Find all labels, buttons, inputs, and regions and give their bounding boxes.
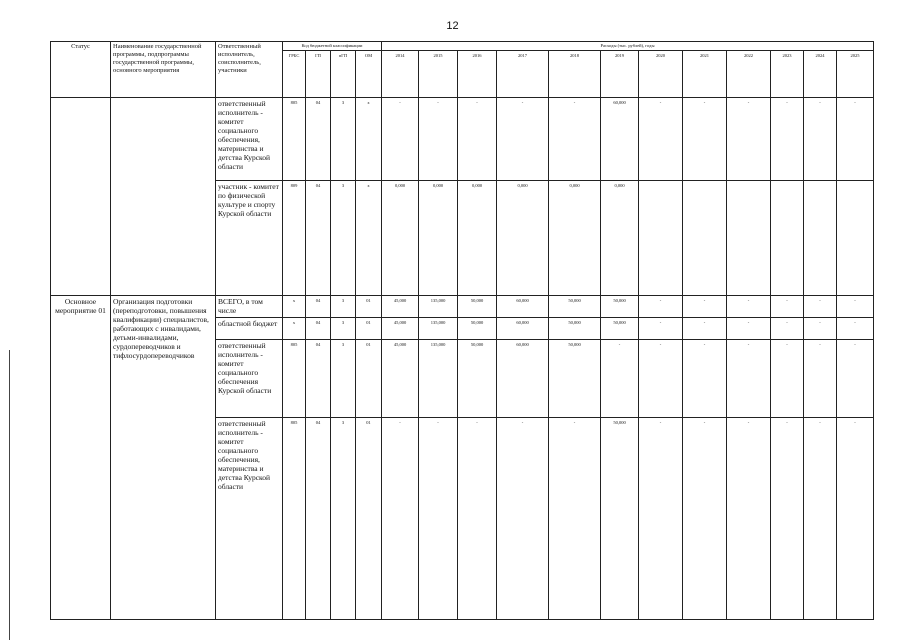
value-cell: -	[497, 418, 549, 620]
value-cell: 60,000	[497, 340, 549, 418]
value-cell: 0,000	[419, 181, 458, 296]
code-cell: 3	[331, 418, 356, 620]
code-cell: х	[283, 296, 306, 318]
code-cell: 805	[283, 98, 306, 181]
code-cell: 805	[283, 418, 306, 620]
header-name: Наименование государственной программы, подпрограммы государственной программы, основного мероприятия	[111, 42, 216, 98]
value-cell: -	[382, 98, 419, 181]
table-row	[51, 98, 874, 181]
value-cell: -	[683, 418, 727, 620]
code-cell: 04	[306, 318, 331, 340]
code-cell: 04	[306, 340, 331, 418]
value-cell: 0,000	[497, 181, 549, 296]
year-header: 2023	[771, 51, 804, 98]
value-cell: 60,000	[497, 296, 549, 318]
status-cell	[51, 98, 111, 296]
value-cell: 50,000	[458, 296, 497, 318]
value-cell: -	[771, 418, 804, 620]
header-budget-code: Код бюджетной классификации	[283, 42, 382, 51]
value-cell: 60,000	[497, 318, 549, 340]
margin-line	[9, 350, 10, 640]
value-cell: 45,000	[382, 296, 419, 318]
value-cell: -	[771, 340, 804, 418]
code-header: ОМ	[356, 51, 382, 98]
code-header: пГП	[331, 51, 356, 98]
year-header: 2025	[837, 51, 874, 98]
value-cell	[771, 181, 804, 296]
code-cell: 04	[306, 418, 331, 620]
code-cell: 01	[356, 340, 382, 418]
value-cell: -	[639, 98, 683, 181]
code-cell: 01	[356, 318, 382, 340]
code-cell: х	[356, 98, 382, 181]
value-cell: -	[639, 296, 683, 318]
executor-cell: ответственный исполнитель - комитет социального обеспечения, материнства и детства Курской области	[216, 98, 283, 181]
value-cell: 135,000	[419, 318, 458, 340]
year-header: 2017	[497, 51, 549, 98]
executor-cell: областной бюджет	[216, 318, 283, 340]
value-cell: 50,000	[458, 340, 497, 418]
value-cell	[804, 181, 837, 296]
code-cell: 01	[356, 418, 382, 620]
executor-cell: ответственный исполнитель - комитет социального обеспечения, материнства и детства Курской области	[216, 418, 283, 620]
value-cell: -	[727, 296, 771, 318]
executor-cell: ВСЕГО, в том числе	[216, 296, 283, 318]
value-cell: -	[837, 418, 874, 620]
value-cell: -	[549, 418, 601, 620]
year-header: 2020	[639, 51, 683, 98]
year-header: 2014	[382, 51, 419, 98]
value-cell: -	[804, 318, 837, 340]
code-cell: х	[283, 318, 306, 340]
value-cell: -	[727, 418, 771, 620]
value-cell: 45,000	[382, 340, 419, 418]
value-cell: 50,000	[601, 418, 639, 620]
value-cell: 0,000	[601, 181, 639, 296]
executor-cell: участник - комитет по физической культуре и спорту Курской области	[216, 181, 283, 296]
value-cell: 0,000	[549, 181, 601, 296]
value-cell: -	[771, 318, 804, 340]
code-cell: 3	[331, 181, 356, 296]
program-table	[50, 41, 874, 620]
code-cell: х	[356, 181, 382, 296]
value-cell: 50,000	[549, 296, 601, 318]
value-cell: -	[771, 98, 804, 181]
code-cell: 04	[306, 181, 331, 296]
value-cell: 50,000	[549, 340, 601, 418]
value-cell	[727, 181, 771, 296]
code-cell: 3	[331, 318, 356, 340]
value-cell: -	[639, 318, 683, 340]
value-cell: -	[382, 418, 419, 620]
header-executor: Ответственный исполнитель, соисполнитель, участники	[216, 42, 283, 98]
code-cell: 3	[331, 296, 356, 318]
value-cell	[837, 181, 874, 296]
value-cell: -	[804, 296, 837, 318]
code-cell: 04	[306, 296, 331, 318]
value-cell: -	[419, 418, 458, 620]
header-status: Статус	[51, 42, 111, 98]
year-header: 2016	[458, 51, 497, 98]
header-expenses: Расходы (тыс. рублей), годы	[382, 42, 874, 51]
value-cell: -	[419, 98, 458, 181]
value-cell: 60,000	[601, 98, 639, 181]
value-cell: -	[837, 340, 874, 418]
value-cell: -	[683, 98, 727, 181]
value-cell: -	[727, 318, 771, 340]
code-header: ГП	[306, 51, 331, 98]
value-cell: 135,000	[419, 340, 458, 418]
name-cell: Организация подготовки (переподготовки, повышения квалификации) специалистов, работающих с инвалидами, детьми-инвалидами, сурдопереводчиков и тифлосурдопереводчиков	[111, 296, 216, 620]
year-header: 2018	[549, 51, 601, 98]
value-cell: -	[727, 98, 771, 181]
value-cell: -	[549, 98, 601, 181]
code-cell: 3	[331, 98, 356, 181]
value-cell: -	[804, 418, 837, 620]
value-cell: 135,000	[419, 296, 458, 318]
code-cell: 04	[306, 98, 331, 181]
code-header: ГРБС	[283, 51, 306, 98]
executor-cell: ответственный исполнитель - комитет социального обеспечения Курской области	[216, 340, 283, 418]
value-cell: 0,000	[382, 181, 419, 296]
value-cell: 50,000	[601, 296, 639, 318]
value-cell: 50,000	[458, 318, 497, 340]
name-cell	[111, 98, 216, 296]
value-cell: -	[639, 340, 683, 418]
year-header: 2019	[601, 51, 639, 98]
value-cell: -	[837, 98, 874, 181]
year-header: 2015	[419, 51, 458, 98]
value-cell: -	[683, 296, 727, 318]
value-cell: 50,000	[549, 318, 601, 340]
code-cell: 3	[331, 340, 356, 418]
value-cell	[683, 181, 727, 296]
page-number: 12	[446, 20, 459, 32]
value-cell: -	[771, 296, 804, 318]
code-cell: 805	[283, 340, 306, 418]
value-cell	[639, 181, 683, 296]
value-cell: -	[804, 98, 837, 181]
year-header: 2022	[727, 51, 771, 98]
value-cell: -	[458, 418, 497, 620]
value-cell: 0,000	[458, 181, 497, 296]
table-row	[51, 296, 874, 318]
year-header: 2024	[804, 51, 837, 98]
value-cell: 50,000	[601, 318, 639, 340]
value-cell: -	[458, 98, 497, 181]
code-cell: 01	[356, 296, 382, 318]
header-row-1	[51, 42, 874, 51]
value-cell: -	[601, 340, 639, 418]
value-cell: 45,000	[382, 318, 419, 340]
code-cell: 809	[283, 181, 306, 296]
value-cell: -	[837, 318, 874, 340]
value-cell: -	[837, 296, 874, 318]
value-cell: -	[804, 340, 837, 418]
value-cell: -	[497, 98, 549, 181]
value-cell: -	[683, 340, 727, 418]
value-cell: -	[727, 340, 771, 418]
status-cell: Основное мероприятие 01	[51, 296, 111, 620]
year-header: 2021	[683, 51, 727, 98]
value-cell: -	[683, 318, 727, 340]
value-cell: -	[639, 418, 683, 620]
